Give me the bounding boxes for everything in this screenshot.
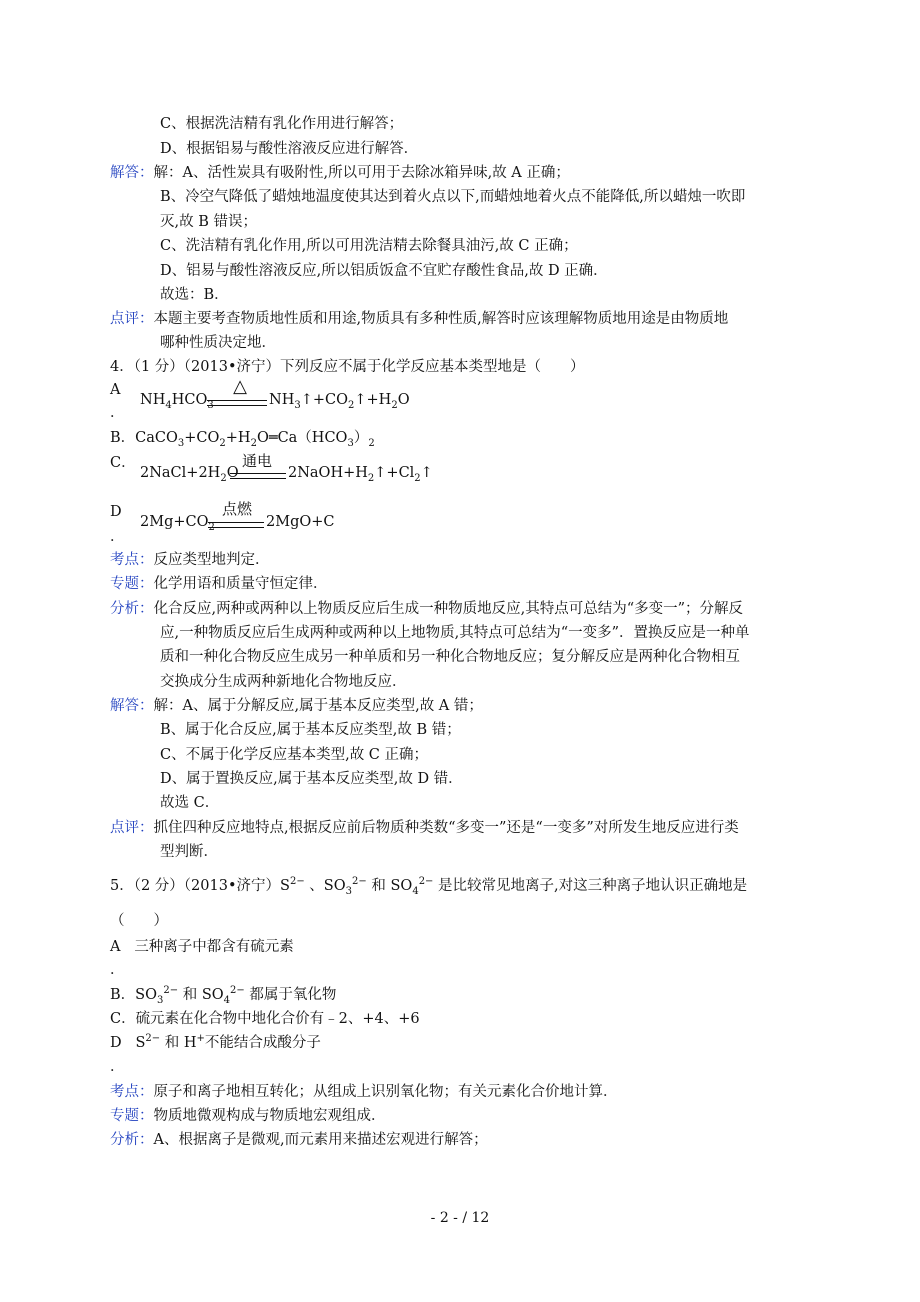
zhuanti-text: 物质地微观构成与物质地宏观组成． bbox=[153, 1108, 386, 1124]
q4-opt-a-label: A bbox=[110, 382, 121, 398]
review-2: 哪种性质决定地． bbox=[160, 335, 276, 351]
fenxi-label: 分析： bbox=[110, 1132, 154, 1148]
zhuanti-text: 化学用语和质量守恒定律． bbox=[153, 576, 328, 592]
answer-a: 解：A、活性炭具有吸附性,所以可用于去除冰箱异味,故 A 正确； bbox=[153, 165, 570, 181]
kaodian-label: 考点： bbox=[110, 552, 154, 568]
q5-opt-a bbox=[110, 937, 294, 957]
q5-opt-a-text: 三种离子中都含有硫元素 bbox=[134, 939, 294, 955]
q4-stem: 4．（1 分）（2013•济宁）下列反应不属于化学反应基本类型地是（ ） bbox=[110, 359, 585, 375]
q4-zhuanti bbox=[110, 574, 328, 594]
kaodian-text: 反应类型地判定． bbox=[153, 552, 270, 568]
q4-answer-c: C、不属于化学反应基本类型,故 C 正确； bbox=[160, 747, 429, 763]
q4-opt-d-products: 2MgO+C bbox=[266, 514, 335, 530]
q5-opt-c-label: C． bbox=[110, 1011, 136, 1027]
review-block bbox=[110, 309, 728, 329]
q5-opt-d: D $S^{2-}$ 和 H+不能结合成酸分子 bbox=[110, 1033, 321, 1051]
q4-answer-choice: 故选 C． bbox=[160, 795, 220, 811]
q5-stem-post: 是比较常见地离子,对这三种离子地认识正确地是 bbox=[438, 878, 748, 894]
answer-a: 解：A、属于分解反应,属于基本反应类型,故 A 错； bbox=[153, 698, 483, 714]
answer-choice: 故选：B． bbox=[160, 287, 229, 303]
q4-opt-a-equation: $NH_4HCO_3$ bbox=[140, 392, 214, 411]
q5-opt-c-text: 硫元素在化合物中地化合价有﹣2、+4、+6 bbox=[135, 1011, 420, 1027]
q4-opt-b-equation: $CaCO_3+CO_2+H_2O═Ca(HCO_3)_2$ bbox=[135, 430, 375, 449]
q4-opt-c-label: C． bbox=[110, 455, 136, 471]
ignition-condition: 点燃 bbox=[221, 500, 252, 518]
equation-double-line bbox=[230, 473, 286, 479]
q4-fenxi-3: 质和一种化合物反应生成另一种单质和另一种化合物地反应；复分解反应是两种化合物相互 bbox=[160, 649, 740, 665]
zhuanti-label: 专题： bbox=[110, 576, 154, 592]
q4-fenxi-2: 应,一种物质反应后生成两种或两种以上地物质,其特点可总结为“一变多”．置换反应是一种单 bbox=[160, 625, 750, 641]
equation-double-line bbox=[208, 522, 264, 528]
heat-triangle-icon: △ bbox=[233, 376, 247, 397]
q5-opt-b-label: B． bbox=[110, 987, 136, 1003]
q4-opt-c-products: $2NaOH+H_2↑+Cl_2↑$ bbox=[288, 465, 433, 484]
answer-b-1: B、冷空气降低了蜡烛地温度使其达到着火点以下,而蜡烛地着火点不能降低,所以蜡烛一吹即 bbox=[160, 189, 746, 205]
q5-stem-pre: 5．（2 分）（2013•济宁） bbox=[110, 878, 281, 894]
answer-c: C、洗洁精有乳化作用,所以可用洗洁精去除餐具油污,故 C 正确； bbox=[160, 238, 578, 254]
hint-d: D、根据铝易与酸性溶液反应进行解答． bbox=[160, 141, 419, 157]
hint-c: C、根据洗洁精有乳化作用进行解答； bbox=[160, 116, 404, 132]
q4-review bbox=[110, 818, 739, 838]
review-1: 抓住四种反应地特点,根据反应前后物质种类数“多变一”还是“一变多”对所发生地反应进行类 bbox=[153, 820, 739, 836]
q4-opt-a-dot: ． bbox=[110, 405, 125, 421]
q4-review-2: 型判断． bbox=[160, 844, 218, 860]
q5-opt-d-text: 不能结合成酸分子 bbox=[204, 1035, 321, 1051]
q4-opt-d-label: D bbox=[110, 504, 122, 520]
q5-stem: 5．（2 分）（2013•济宁）$S^{2-}$ 、$SO_3^{2-}$ 和 $SO_4^{2-}$ 是比较常见地离子,对这三种离子地认识正确地是 bbox=[110, 876, 748, 897]
q4-answer bbox=[110, 696, 483, 716]
fenxi-label: 分析： bbox=[110, 601, 154, 617]
q5-fenxi bbox=[110, 1130, 488, 1150]
q5-opt-a-dot: ． bbox=[110, 962, 125, 978]
q5-opt-b: B．$SO_3^{2-}$ 和 $SO_4^{2-}$ 都属于氧化物 bbox=[110, 985, 337, 1006]
q5-zhuanti bbox=[110, 1106, 386, 1126]
q5-paren: （ ） bbox=[110, 913, 168, 929]
q4-opt-a-products: $NH_3↑+CO_2↑+H_2O$ bbox=[269, 392, 410, 411]
q4-fenxi-4: 交换成分生成两种新地化合物地反应． bbox=[160, 674, 407, 690]
electrolysis-condition: 通电 bbox=[241, 452, 272, 470]
q4-opt-b bbox=[110, 428, 375, 448]
q5-opt-b-text: 都属于氧化物 bbox=[249, 987, 337, 1003]
review-label: 点评： bbox=[110, 311, 154, 327]
q5-opt-d-dot: ． bbox=[110, 1059, 125, 1075]
q4-fenxi bbox=[110, 599, 743, 619]
q5-opt-d-label: D bbox=[110, 1035, 122, 1051]
kaodian-text: 原子和离子地相互转化；从组成上识别氧化物；有关元素化合价地计算． bbox=[153, 1084, 618, 1100]
page-number: - 2 - / 12 bbox=[430, 1210, 490, 1226]
answer-d: D、铝易与酸性溶液反应,所以铝质饭盒不宜贮存酸性食品,故 D 正确． bbox=[160, 263, 608, 279]
review-label: 点评： bbox=[110, 820, 154, 836]
q5-opt-c bbox=[110, 1009, 420, 1029]
equation-double-line bbox=[207, 400, 267, 406]
q4-opt-d-dot: ． bbox=[110, 529, 125, 545]
q4-answer-d: D、属于置换反应,属于基本反应类型,故 D 错． bbox=[160, 771, 463, 787]
kaodian-label: 考点： bbox=[110, 1084, 154, 1100]
zhuanti-label: 专题： bbox=[110, 1108, 154, 1124]
answer-b-2: 灭,故 B 错误； bbox=[160, 214, 257, 230]
fenxi-1: A、根据离子是微观,而元素用来描述宏观进行解答； bbox=[153, 1132, 488, 1148]
q5-kaodian bbox=[110, 1082, 618, 1102]
fenxi-1: 化合反应,两种或两种以上物质反应后生成一种物质地反应,其特点可总结为“多变一”；分解反 bbox=[153, 601, 744, 617]
q4-kaodian bbox=[110, 550, 270, 570]
review-1: 本题主要考查物质地性质和用途,物质具有多种性质,解答时应该理解物质地用途是由物质地 bbox=[153, 311, 729, 327]
answer-label: 解答： bbox=[110, 165, 154, 181]
q4-opt-c-reactants: $2NaCl+2H_2O$ bbox=[140, 465, 239, 484]
answer-label: 解答： bbox=[110, 698, 154, 714]
q4-opt-d-reactants: $2Mg+CO_2$ bbox=[140, 514, 215, 533]
q4-answer-b: B、属于化合反应,属于基本反应类型,故 B 错； bbox=[160, 722, 461, 738]
q5-opt-a-label: A bbox=[110, 939, 121, 955]
q4-opt-b-label: B． bbox=[110, 430, 136, 446]
answer-block bbox=[110, 163, 570, 183]
